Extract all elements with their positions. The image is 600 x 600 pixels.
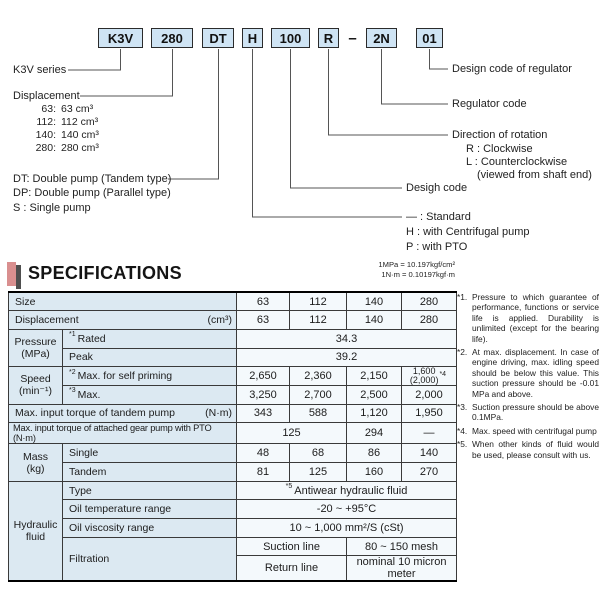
row-label bbox=[63, 367, 237, 386]
row-label: Size bbox=[9, 292, 237, 311]
footnote-text: Suction pressure should be above 0.1MPa. bbox=[472, 402, 599, 423]
cell-value: 39.2 bbox=[237, 348, 457, 367]
footnote bbox=[457, 292, 599, 344]
category-speed bbox=[9, 367, 63, 404]
row-label bbox=[9, 404, 237, 423]
footnote-marker: *1. bbox=[457, 292, 468, 302]
row-label: Filtration bbox=[63, 537, 237, 581]
option-code: 280: bbox=[35, 142, 56, 154]
footnote-ref: *1 bbox=[69, 331, 76, 339]
cell-value: 125 bbox=[290, 463, 347, 482]
model-code-box-series: K3V bbox=[98, 28, 143, 48]
cell-value: 125 bbox=[237, 423, 347, 444]
footnote-text: When other kinds of fluid would be used, please consult with us. bbox=[472, 439, 599, 460]
category-line1: Pressure bbox=[14, 336, 57, 349]
row-label-text: Max. input torque of tandem pump bbox=[15, 407, 175, 420]
cell-value: 1,950 bbox=[402, 404, 457, 423]
cell-value: 34.3 bbox=[237, 329, 457, 348]
model-code-box-regulator: 2N bbox=[366, 28, 397, 48]
row-label-text: Max. bbox=[77, 388, 101, 401]
footnote-marker: *4. bbox=[457, 425, 468, 436]
cell-label: Return line bbox=[237, 556, 347, 582]
row-torque-pto bbox=[9, 423, 457, 444]
option-code: 112: bbox=[36, 116, 56, 128]
row-torque-tandem bbox=[9, 404, 457, 423]
callout-rotation-note: (viewed from shaft end) bbox=[477, 169, 592, 181]
row-fluid-viscosity bbox=[9, 519, 457, 538]
cell-value: 140 bbox=[347, 311, 402, 330]
row-pressure-rated bbox=[9, 329, 457, 348]
category-line1: Mass bbox=[22, 450, 49, 463]
specifications-table bbox=[8, 291, 457, 582]
row-label: Oil temperature range bbox=[63, 500, 237, 519]
leader-regulator-design bbox=[430, 49, 449, 69]
cell-value: 112 bbox=[290, 292, 347, 311]
category-hydraulic-fluid bbox=[9, 481, 63, 581]
row-label: Max. input torque of attached gear pump with PTO (N·m) bbox=[9, 423, 237, 444]
section-accent-bar-gray bbox=[16, 265, 21, 289]
callout-regulator-code: Regulator code bbox=[452, 98, 527, 110]
unit-conversion-notes bbox=[300, 260, 455, 280]
cell-value: 81 bbox=[237, 463, 290, 482]
option-volume: 280 cm³ bbox=[61, 142, 99, 154]
cell-value: 68 bbox=[290, 444, 347, 463]
displacement-option bbox=[26, 103, 99, 116]
cell-value: 140 bbox=[347, 292, 402, 311]
footnote-text: Max. speed with centrifugal pump bbox=[472, 425, 597, 436]
model-code-box-aux: H bbox=[242, 28, 263, 48]
row-speed-max bbox=[9, 385, 457, 404]
footnote bbox=[457, 347, 599, 399]
displacement-option bbox=[26, 142, 99, 155]
row-size bbox=[9, 292, 457, 311]
unit-note-nm: 1N·m = 0.10197kgf·m bbox=[381, 270, 455, 279]
cell-value: 63 bbox=[237, 311, 290, 330]
cell-label: Suction line bbox=[237, 537, 347, 556]
row-fluid-type bbox=[9, 481, 457, 500]
displacement-option bbox=[26, 129, 99, 142]
category-line2: fluid bbox=[25, 531, 46, 544]
footnote-ref: *3 bbox=[69, 387, 76, 395]
row-label bbox=[9, 311, 237, 330]
cell-value: 1,120 bbox=[347, 404, 402, 423]
model-code-box-pump-type: DT bbox=[202, 28, 234, 48]
row-unit: (cm³) bbox=[207, 314, 232, 327]
row-unit: (N·m) bbox=[205, 407, 232, 420]
cell-value: 2,650 bbox=[237, 367, 290, 386]
row-displacement bbox=[9, 311, 457, 330]
callout-series: K3V series bbox=[13, 64, 67, 76]
cell-value: 112 bbox=[290, 311, 347, 330]
unit-note-mpa: 1MPa = 10.197kgf/cm² bbox=[378, 260, 455, 269]
cell-value: 3,250 bbox=[237, 385, 290, 404]
footnote-marker: *2. bbox=[457, 347, 468, 358]
row-fluid-temp bbox=[9, 500, 457, 519]
cell-value: 140 bbox=[402, 444, 457, 463]
cell-value bbox=[237, 481, 457, 500]
model-code-box-reg-design: 01 bbox=[416, 28, 443, 48]
cell-value: 80 ~ 150 mesh bbox=[347, 537, 457, 556]
row-speed-priming bbox=[9, 367, 457, 386]
leader-desigh-code bbox=[291, 49, 403, 188]
callout-desigh-code: Desigh code bbox=[406, 182, 468, 194]
model-code-box-rotation: R bbox=[318, 28, 339, 48]
cell-value: nominal 10 micron meter bbox=[347, 556, 457, 582]
displacement-options bbox=[26, 103, 99, 155]
callout-rotation-l: L : Counterclockwise bbox=[466, 156, 568, 168]
cell-value: 86 bbox=[347, 444, 402, 463]
leader-displacement bbox=[80, 49, 173, 96]
cell-value: 343 bbox=[237, 404, 290, 423]
category-mass bbox=[9, 444, 63, 481]
cell-line2: (2,000) bbox=[409, 375, 439, 386]
row-label-text: Max. for self priming bbox=[77, 370, 173, 383]
category-line1: Speed bbox=[20, 373, 51, 386]
cell-value: 294 bbox=[347, 423, 402, 444]
cell-line1: 1,600 bbox=[412, 366, 436, 377]
cell-value: 280 bbox=[402, 292, 457, 311]
callout-displacement: Displacement bbox=[13, 90, 80, 102]
cell-value: -20 ~ +95°C bbox=[237, 500, 457, 519]
footnote-text: At max. displacement. In case of engine driving, max. idling speed should be below this value. This suction pressure should be -0.01 MPa and above. bbox=[472, 347, 599, 399]
footnotes bbox=[457, 292, 599, 463]
row-label-text: Rated bbox=[77, 332, 106, 345]
cell-value: 280 bbox=[402, 311, 457, 330]
cell-value: 2,150 bbox=[347, 367, 402, 386]
cell-value: 270 bbox=[402, 463, 457, 482]
footnote-ref: *2 bbox=[69, 368, 76, 376]
callout-pump-type-dp: DP: Double pump (Parallel type) bbox=[13, 187, 171, 199]
row-pressure-peak bbox=[9, 348, 457, 367]
category-line2: (kg) bbox=[26, 462, 45, 475]
option-volume: 112 cm³ bbox=[61, 116, 99, 128]
row-label: Type bbox=[63, 481, 237, 500]
callout-aux-centrifugal: H : with Centrifugal pump bbox=[406, 226, 530, 238]
cell-value: 2,700 bbox=[290, 385, 347, 404]
category-line1: Hydraulic bbox=[13, 519, 58, 532]
option-volume: 140 cm³ bbox=[61, 129, 99, 141]
cell-value: 2,360 bbox=[290, 367, 347, 386]
model-code-box-design: 100 bbox=[271, 28, 310, 48]
category-line2: (MPa) bbox=[21, 348, 50, 361]
callout-rotation-r: R : Clockwise bbox=[466, 143, 533, 155]
row-label bbox=[63, 329, 237, 348]
callout-direction-of-rotation: Direction of rotation bbox=[452, 129, 548, 141]
option-code: 63: bbox=[41, 103, 56, 115]
leader-regulator-code bbox=[382, 49, 449, 104]
cell-value: 2,500 bbox=[347, 385, 402, 404]
displacement-option bbox=[26, 116, 99, 129]
leader-aux-option bbox=[253, 49, 403, 217]
cell-value: 160 bbox=[347, 463, 402, 482]
footnote bbox=[457, 426, 599, 436]
model-code-box-displacement: 280 bbox=[151, 28, 193, 48]
footnote bbox=[457, 402, 599, 423]
cell-value: 2,000 bbox=[402, 385, 457, 404]
category-pressure bbox=[9, 329, 63, 366]
footnote-text: Pressure to which guarantee of performance, functions or service life is applied. Durability is unlimited (except for the bearing life). bbox=[472, 292, 599, 344]
callout-aux-standard: — : Standard bbox=[406, 211, 471, 223]
option-volume: 63 cm³ bbox=[61, 103, 94, 115]
option-code: 140: bbox=[35, 129, 56, 141]
callout-pump-type-s: S : Single pump bbox=[13, 202, 91, 214]
cell-value: 48 bbox=[237, 444, 290, 463]
row-label: Tandem bbox=[63, 463, 237, 482]
section-title: SPECIFICATIONS bbox=[28, 263, 182, 283]
cell-value: 10 ~ 1,000 mm²/S (cSt) bbox=[237, 519, 457, 538]
row-label: Single bbox=[63, 444, 237, 463]
footnote-ref: *5 bbox=[285, 482, 293, 490]
leader-k3v-series bbox=[68, 49, 121, 70]
callout-aux-pto: P : with PTO bbox=[406, 241, 468, 253]
section-accent-bar-red bbox=[7, 262, 16, 286]
category-line2: (min⁻¹) bbox=[19, 385, 52, 398]
cell-value: — bbox=[402, 423, 457, 444]
leader-pump-type bbox=[168, 49, 219, 179]
footnote-marker: *5. bbox=[457, 439, 468, 450]
row-mass-tandem bbox=[9, 463, 457, 482]
row-label: Peak bbox=[63, 348, 237, 367]
model-code-separator: – bbox=[348, 29, 357, 47]
cell-value-280: 1,600 (2,000) $^{*4}$ bbox=[402, 367, 457, 386]
cell-value: 63 bbox=[237, 292, 290, 311]
footnote-marker: *3. bbox=[457, 402, 468, 413]
leader-direction bbox=[329, 49, 449, 135]
row-filtration-suction bbox=[9, 537, 457, 556]
callout-regulator-design-code: Design code of regulator bbox=[452, 63, 572, 75]
callout-pump-type-dt: DT: Double pump (Tandem type) bbox=[13, 173, 172, 185]
footnote bbox=[457, 439, 599, 460]
cell-text: Antiwear hydraulic fluid bbox=[294, 484, 408, 497]
row-label-text: Displacement bbox=[15, 314, 79, 327]
row-label bbox=[63, 385, 237, 404]
row-mass-single bbox=[9, 444, 457, 463]
row-label: Oil viscosity range bbox=[63, 519, 237, 538]
cell-value: 588 bbox=[290, 404, 347, 423]
